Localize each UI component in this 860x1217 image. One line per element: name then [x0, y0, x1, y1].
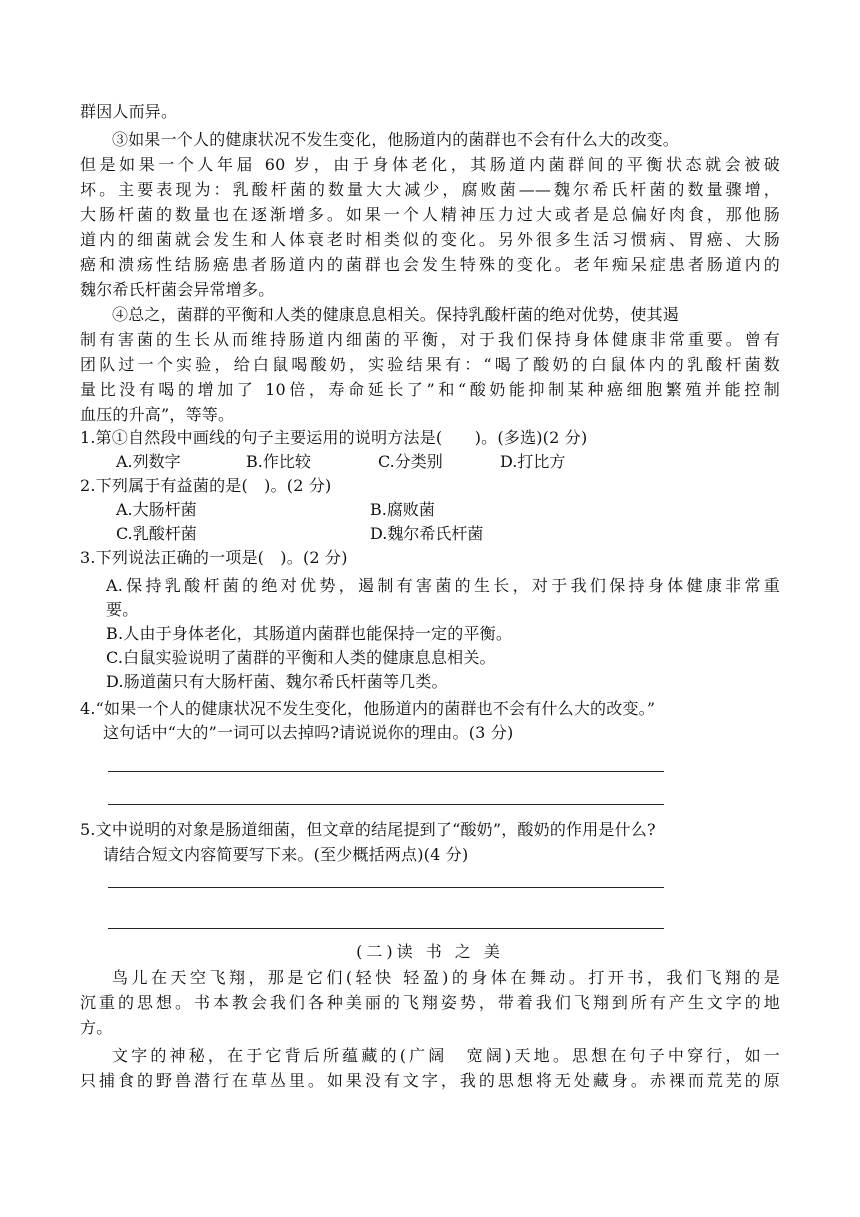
article1-line: 魏尔希氏杆菌会异常增多。	[80, 280, 275, 299]
question-1-option-a[interactable]: A.列数字	[116, 452, 181, 471]
article1-paragraph-4-start: ④总之，菌群的平衡和人类的健康息息相关。保持乳酸杆菌的绝对优势，使其遏	[112, 305, 680, 324]
article1-line: 道内的细菌就会发生和人体衰老时相类似的变化。另外很多生活习惯病、胃癌、大肠	[80, 230, 780, 249]
question-3-stem: 3.下列说法正确的一项是( )。(2 分)	[80, 548, 348, 567]
article1-line: 但是如果一个人年届 60 岁，由于身体老化，其肠道内菌群间的平衡状态就会被破	[80, 155, 780, 174]
question-2-stem: 2.下列属于有益菌的是( )。(2 分)	[80, 476, 332, 495]
question-1-option-d[interactable]: D.打比方	[500, 452, 566, 471]
article1-line: 量比没有喝的增加了 10倍，寿命延长了”和“酸奶能抑制某种癌细胞繁殖并能控制	[80, 380, 780, 399]
question-5-answer-line-1[interactable]	[108, 887, 664, 888]
article1-line: 癌和溃疡性结肠癌患者肠道内的菌群也会发生特殊的变化。老年痴呆症患者肠道内的	[80, 255, 780, 274]
article2-line: 沉重的思想。书本教会我们各种美丽的飞翔姿势，带着我们飞翔到所有产生文字的地	[80, 993, 780, 1012]
question-4-answer-line-2[interactable]	[108, 804, 664, 805]
question-1-stem: 1.第①自然段中画线的句子主要运用的说明方法是( )。(多选)(2 分)	[80, 428, 588, 447]
article1-line: 血压的升高”，等等。	[80, 405, 235, 424]
question-5-line-2: 请结合短文内容简要写下来。(至少概括两点)(4 分)	[103, 845, 469, 864]
question-2-option-c[interactable]: C.乳酸杆菌	[116, 524, 197, 543]
question-3-option-c[interactable]: C.白鼠实验说明了菌群的平衡和人类的健康息息相关。	[106, 648, 496, 667]
article2-line: 方。	[80, 1018, 113, 1037]
article2-title: (二)读 书 之 美	[356, 942, 504, 961]
article1-line: 大肠杆菌的数量也在逐渐增多。如果一个人精神压力过大或者是总偏好肉食，那他肠	[80, 205, 780, 224]
question-4-line-1: 4.“如果一个人的健康状况不发生变化，他肠道内的菌群也不会有什么大的改变。”	[80, 699, 656, 718]
question-3-option-d[interactable]: D.肠道菌只有大肠杆菌、魏尔希氏杆菌等几类。	[106, 672, 448, 691]
article2-line: 鸟儿在天空飞翔，那是它们(轻快 轻盈)的身体在舞动。打开书，我们飞翔的是	[112, 968, 780, 987]
article2-line: 文字的神秘，在于它背后所蕴藏的(广阔 宽阔)天地。思想在句子中穿行，如一	[112, 1046, 780, 1065]
question-2-option-d[interactable]: D.魏尔希氏杆菌	[370, 524, 484, 543]
article2-line: 只捕食的野兽潜行在草丛里。如果没有文字，我的思想将无处藏身。赤裸而荒芜的原	[80, 1071, 780, 1090]
article1-paragraph-3-start: ③如果一个人的健康状况不发生变化，他肠道内的菌群也不会有什么大的改变。	[112, 130, 680, 149]
article1-line: 团队过一个实验，给白鼠喝酸奶，实验结果有：“喝了酸奶的白鼠体内的乳酸杆菌数	[80, 355, 780, 374]
question-1-option-b[interactable]: B.作比较	[246, 452, 311, 471]
article1-line: 群因人而异。	[80, 102, 178, 121]
question-4-answer-line-1[interactable]	[108, 771, 664, 772]
question-3-option-a-cont[interactable]: 要。	[106, 600, 139, 619]
question-2-option-b[interactable]: B.腐败菌	[370, 500, 435, 519]
question-1-option-c[interactable]: C.分类别	[378, 452, 443, 471]
question-3-option-b[interactable]: B.人由于身体老化，其肠道内菌群也能保持一定的平衡。	[106, 624, 513, 643]
question-2-option-a[interactable]: A.大肠杆菌	[116, 500, 197, 519]
article1-line: 坏。主要表现为：乳酸杆菌的数量大大减少，腐败菌——魏尔希氏杆菌的数量骤增，	[80, 180, 780, 199]
question-3-option-a[interactable]: A.保持乳酸杆菌的绝对优势，遏制有害菌的生长，对于我们保持身体健康非常重	[106, 576, 780, 595]
article1-line: 制有害菌的生长从而维持肠道内细菌的平衡，对于我们保持身体健康非常重要。曾有	[80, 330, 780, 349]
question-4-line-2: 这句话中“大的”一词可以去掉吗?请说说你的理由。(3 分)	[103, 723, 514, 742]
question-5-answer-line-2[interactable]	[108, 928, 664, 929]
question-5-line-1: 5.文中说明的对象是肠道细菌，但文章的结尾提到了“酸奶”，酸奶的作用是什么?	[80, 820, 656, 839]
